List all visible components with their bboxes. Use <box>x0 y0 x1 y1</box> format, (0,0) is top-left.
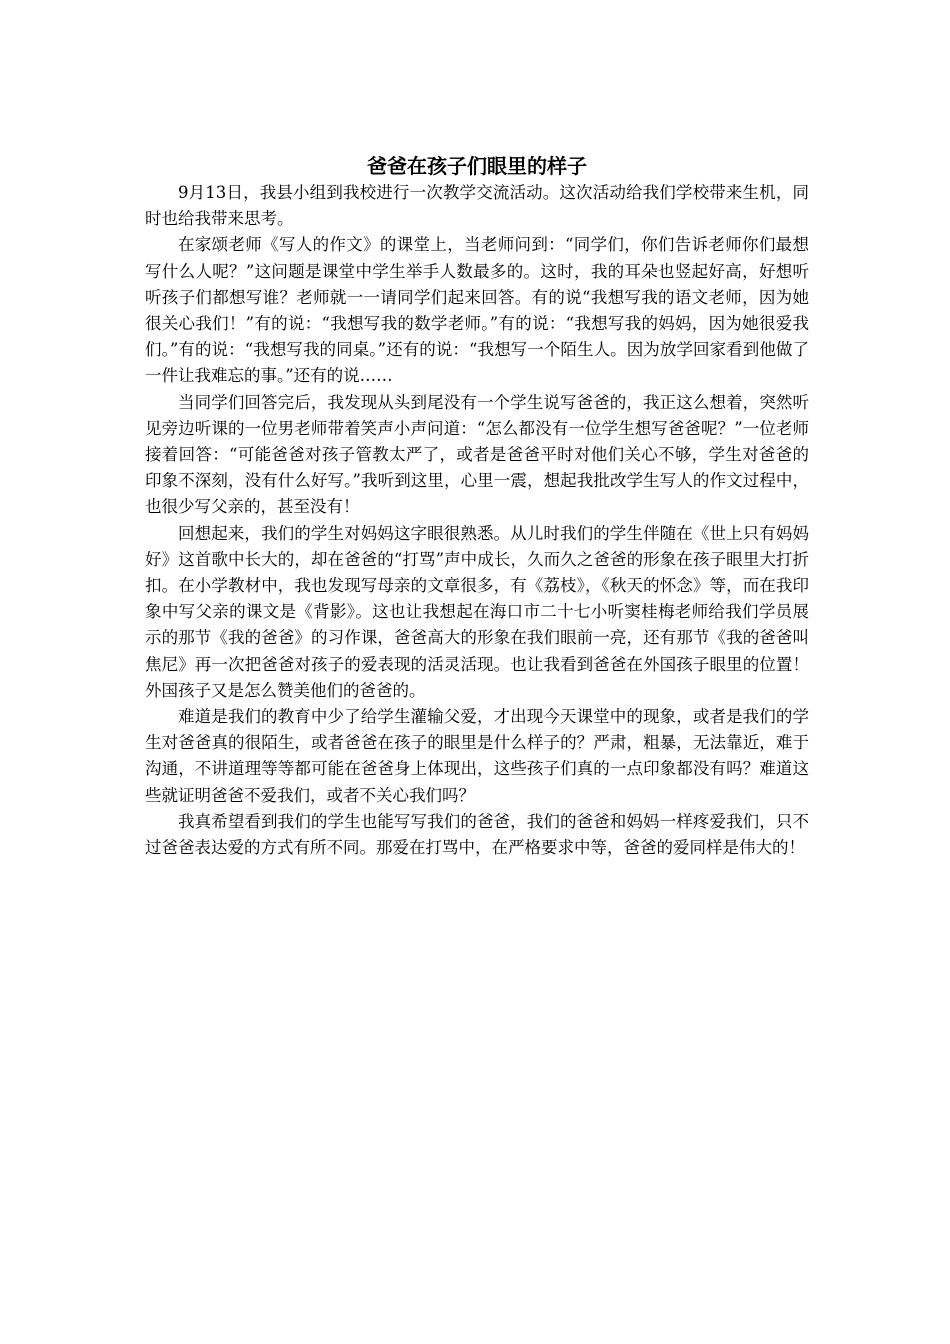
paragraph-2: 在家颂老师《写人的作文》的课堂上，当老师问到：“同学们，你们告诉老师你们最想写什么人呢？”这问题是课堂中学生举手人数最多的。这时，我的耳朵也竖起好高，好想听听孩子们都想写谁？老师就一一请同学们起来回答。有的说“我想写我的语文老师，因为她很关心我们！”有的说：“我想写我的数学老师。”有的说：“我想写我的妈妈，因为她很爱我们。”有的说：“我想写我的同桌。”还有的说：“我想写一个陌生人。因为放学回家看到他做了一件让我难忘的事。”还有的说…… <box>145 235 809 386</box>
document-title: 爸爸在孩子们眼里的样子 <box>367 154 587 178</box>
paragraph-6: 我真希望看到我们的学生也能写写我们的爸爸，我们的爸爸和妈妈一样疼爱我们，只不过爸爸表达爱的方式有所不同。那爱在打骂中，在严格要求中等，爸爸的爱同样是伟大的！ <box>145 811 809 858</box>
paragraph-3: 当同学们回答完后，我发现从头到尾没有一个学生说写爸爸的，我正这么想着，突然听见旁边听课的一位男老师带着笑声小声问道：“怎么都没有一位学生想写爸爸呢？”一位老师接着回答：“可能爸爸对孩子管教太严了，或者是爸爸平时对他们关心不够，学生对爸爸的印象不深刻，没有什么好写。”我听到这里，心里一震，想起我批改学生写人的作文过程中，也很少写父亲的，甚至没有！ <box>145 392 809 517</box>
paragraph-5: 难道是我们的教育中少了给学生灌输父爱，才出现今天课堂中的现象，或者是我们的学生对爸爸真的很陌生，或者爸爸在孩子的眼里是什么样子的？严肃，粗暴，无法靠近，难于沟通，不讲道理等等都可能在爸爸身上体现出，这些孩子们真的一点印象都没有吗？难道这些就证明爸爸不爱我们，或者不关心我们吗？ <box>145 707 809 805</box>
paragraph-1: 9月13日，我县小组到我校进行一次教学交流活动。这次活动给我们学校带来生机，同时也给我带来思考。 <box>145 183 809 229</box>
paragraph-4: 回想起来，我们的学生对妈妈这字眼很熟悉。从儿时我们的学生伴随在《世上只有妈妈好》这首歌中长大的，却在爸爸的“打骂”声中成长，久而久之爸爸的形象在孩子眼里大打折扣。在小学教材中，我也发现写母亲的文章很多，有《荔枝》，《秋天的怀念》等，而在我印象中写父亲的课文是《背影》。这也让我想起在海口市二十七小听窦桂梅老师给我们学员展示的那节《我的爸爸》的习作课，爸爸高大的形象在我们眼前一亮，还有那节《我的爸爸叫焦尼》再一次把爸爸对孩子的爱表现的活灵活现。也让我看到爸爸在外国孩子眼里的位置！ 外国孩子又是怎么赞美他们的爸爸的。 <box>145 523 826 700</box>
document-body <box>145 152 826 861</box>
